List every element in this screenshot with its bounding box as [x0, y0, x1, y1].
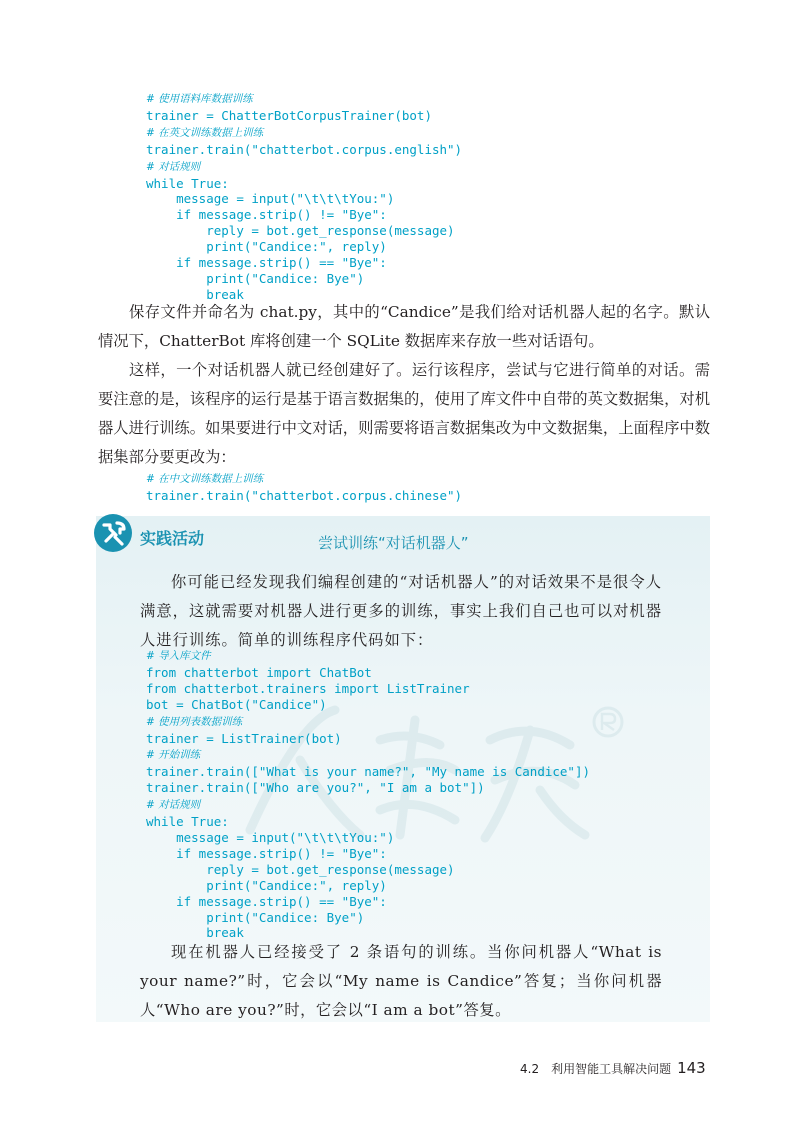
code-comment-line: # 导入库文件: [146, 650, 211, 662]
code-comment-line: # 使用列表数据训练: [146, 715, 243, 728]
code-line: reply = bot.get_response(message): [206, 861, 455, 877]
paragraph-text: 这样，一个对话机器人就已经创建好了。运行该程序，尝试与它进行简单的对话。需要注意的是，该程序的运行是基于语言数据集的，使用了库文件中自带的英文数据集，对机器人进行训练。如果要进行中文对话，则需要将语言数据集改为中文数据集，上面程序中数据集部分要更改为：: [98, 361, 710, 466]
paragraph-text: 保存文件并命名为 chat.py，其中的“Candice”是我们给对话机器人起的名字。默认情况下，ChatterBot 库将创建一个 SQLite 数据库来存放一些对话语句。: [98, 303, 710, 350]
code-line: message = input("\t\t\tYou:"): [176, 829, 395, 845]
code-line: if message.strip() == "Bye":: [176, 893, 387, 909]
activity-outro: [140, 938, 662, 1025]
code-comment-line: # 开始训练: [146, 749, 201, 762]
code-line: while True:: [146, 814, 229, 830]
code-comment-line: # 在中文训练数据上训练: [146, 473, 264, 485]
code-line: message = input("\t\t\tYou:"): [176, 191, 395, 207]
code-line: if message.strip() != "Bye":: [176, 207, 387, 223]
code-line: while True:: [146, 175, 229, 191]
code-line: break: [206, 286, 244, 302]
paragraph-text: 你可能已经发现我们编程创建的“对话机器人”的对话效果不是很令人满意，这就需要对机器人进行更多的训练，事实上我们自己也可以对机器人进行训练。简单的训练程序代码如下：: [140, 573, 662, 649]
code-line: trainer.train("chatterbot.corpus.english"): [146, 141, 463, 157]
code-comment-line: # 使用语料库数据训练: [146, 93, 253, 105]
code-block-chinese-training: [146, 470, 462, 504]
code-line: bot = ChatBot("Candice"): [146, 696, 327, 712]
code-line: reply = bot.get_response(message): [206, 223, 455, 239]
activity-title: 尝试训练“对话机器人”: [318, 534, 469, 552]
paragraph-text: 现在机器人已经接受了 2 条语句的训练。当你问机器人“What is your name?”时，它会以“My name is Candice”答复；当你问机器人“Who are you?”时，它会以“I am a bot”答复。: [140, 943, 662, 1019]
code-line: trainer = ListTrainer(bot): [146, 730, 342, 746]
code-line: from chatterbot.trainers import ListTrainer: [146, 680, 470, 696]
page-footer: [520, 1058, 706, 1077]
tools-icon: [93, 513, 133, 553]
paragraph-run-program: [98, 356, 710, 472]
code-line: if message.strip() == "Bye":: [176, 255, 387, 271]
code-comment-line: # 对话规则: [146, 799, 201, 812]
code-line: print("Candice: Bye"): [206, 270, 365, 286]
code-line: print("Candice:", reply): [206, 239, 387, 255]
code-line: trainer.train("chatterbot.corpus.chinese"): [146, 487, 463, 503]
code-comment-line: # 对话规则: [146, 160, 201, 173]
activity-label: 实践活动: [140, 529, 205, 548]
activity-intro: [140, 568, 662, 655]
code-block-english-training: [146, 90, 462, 303]
code-line: if message.strip() != "Bye":: [176, 845, 387, 861]
page-number: 143: [677, 1059, 706, 1077]
code-line: print("Candice:", reply): [206, 877, 387, 893]
code-line: trainer = ChatterBotCorpusTrainer(bot): [146, 107, 432, 123]
code-block-list-trainer: [146, 647, 590, 941]
code-comment-line: # 在英文训练数据上训练: [146, 126, 264, 139]
paragraph-save-file: [98, 298, 710, 356]
code-line: break: [206, 925, 244, 941]
code-line: trainer.train(["What is your name?", "My name is Candice"]): [146, 764, 591, 780]
code-line: from chatterbot import ChatBot: [146, 664, 372, 680]
code-line: trainer.train(["Who are you?", "I am a bot"]): [146, 780, 485, 796]
footer-section-title: 4.2 利用智能工具解决问题: [520, 1062, 672, 1076]
code-line: print("Candice: Bye"): [206, 909, 365, 925]
